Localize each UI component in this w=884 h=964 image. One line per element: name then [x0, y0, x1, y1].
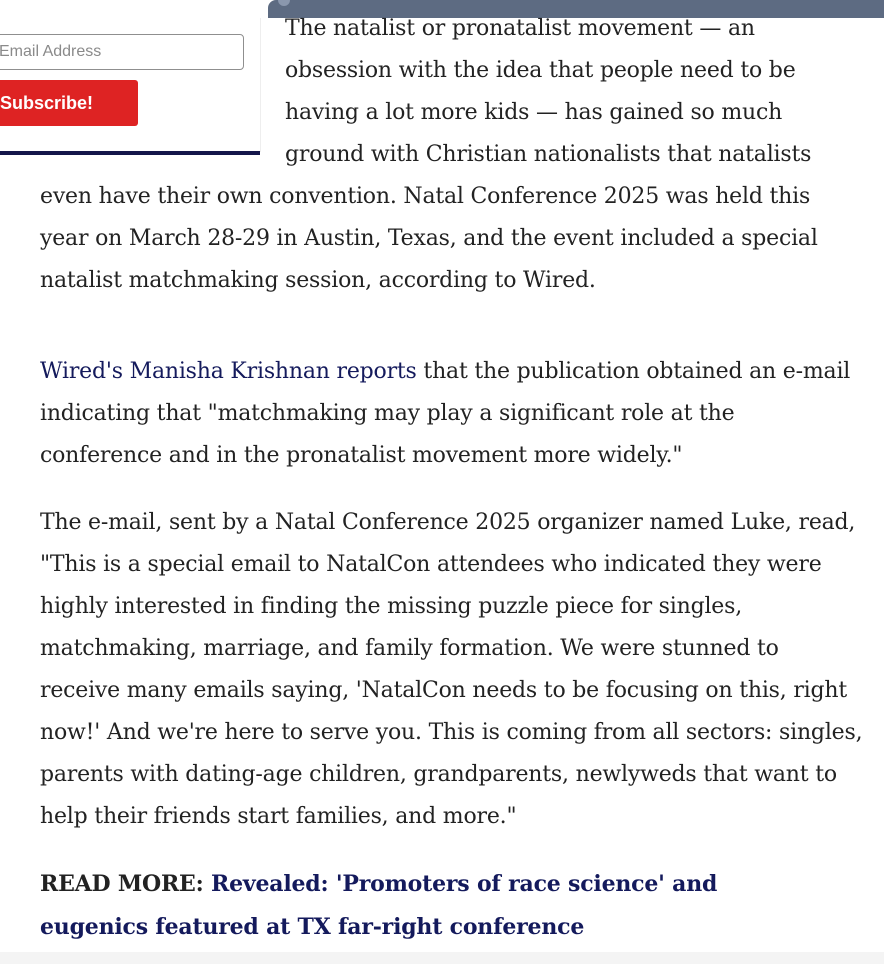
wired-report-link[interactable]: Wired's Manisha Krishnan reports: [40, 359, 417, 384]
text-line: The e-mail, sent by a Natal Conference 2025 organizer named Luke, read,: [40, 510, 856, 535]
article-paragraph-2: [40, 351, 860, 477]
text-line: [40, 906, 860, 949]
text-line: receive many emails saying, 'NatalCon needs to be focusing on this, right: [40, 678, 848, 703]
text-line: indicating that "matchmaking may play a significant role at the: [40, 401, 735, 426]
text-line: parents with dating-age children, grandparents, newlyweds that want to: [40, 762, 837, 787]
read-more-link-continued[interactable]: eugenics featured at TX far-right conference: [40, 914, 585, 940]
text-line: ground with Christian nationalists that natalists: [285, 142, 812, 167]
read-more-link[interactable]: Revealed: 'Promoters of race science' and: [211, 871, 718, 897]
page-bottom-edge: [0, 952, 884, 964]
text-line: even have their own convention. Natal Conference 2025 was held this: [40, 184, 811, 209]
text-line: "This is a special email to NatalCon attendees who indicated they were: [40, 552, 822, 577]
text-line: year on March 28-29 in Austin, Texas, and the event included a special: [40, 226, 818, 251]
text-line: [40, 351, 860, 393]
text-line: matchmaking, marriage, and family formation. We were stunned to: [40, 636, 779, 661]
text-line: The natalist or pronatalist movement — an: [285, 16, 755, 41]
read-more-label: READ MORE:: [40, 871, 212, 897]
text-line: having a lot more kids — has gained so much: [285, 100, 783, 125]
text-line: natalist matchmaking session, according to Wired.: [40, 268, 596, 293]
text-line: now!' And we're here to serve you. This is coming from all sectors: singles,: [40, 720, 863, 745]
text-fragment: that the publication obtained an e-mail: [416, 359, 851, 384]
read-more: [40, 863, 860, 949]
text-line: help their friends start families, and more.": [40, 804, 517, 829]
strip-tab-icon: [278, 0, 290, 6]
text-line: highly interested in finding the missing puzzle piece for singles,: [40, 594, 743, 619]
article-paragraph-1: [40, 8, 860, 302]
article-paragraph-3: [40, 502, 863, 838]
text-line: conference and in the pronatalist movement more widely.": [40, 443, 683, 468]
text-line: obsession with the idea that people need to be: [285, 58, 796, 83]
article-body: [40, 8, 863, 949]
text-line: [40, 863, 860, 906]
subscribe-button[interactable]: Subscribe!: [0, 80, 138, 126]
